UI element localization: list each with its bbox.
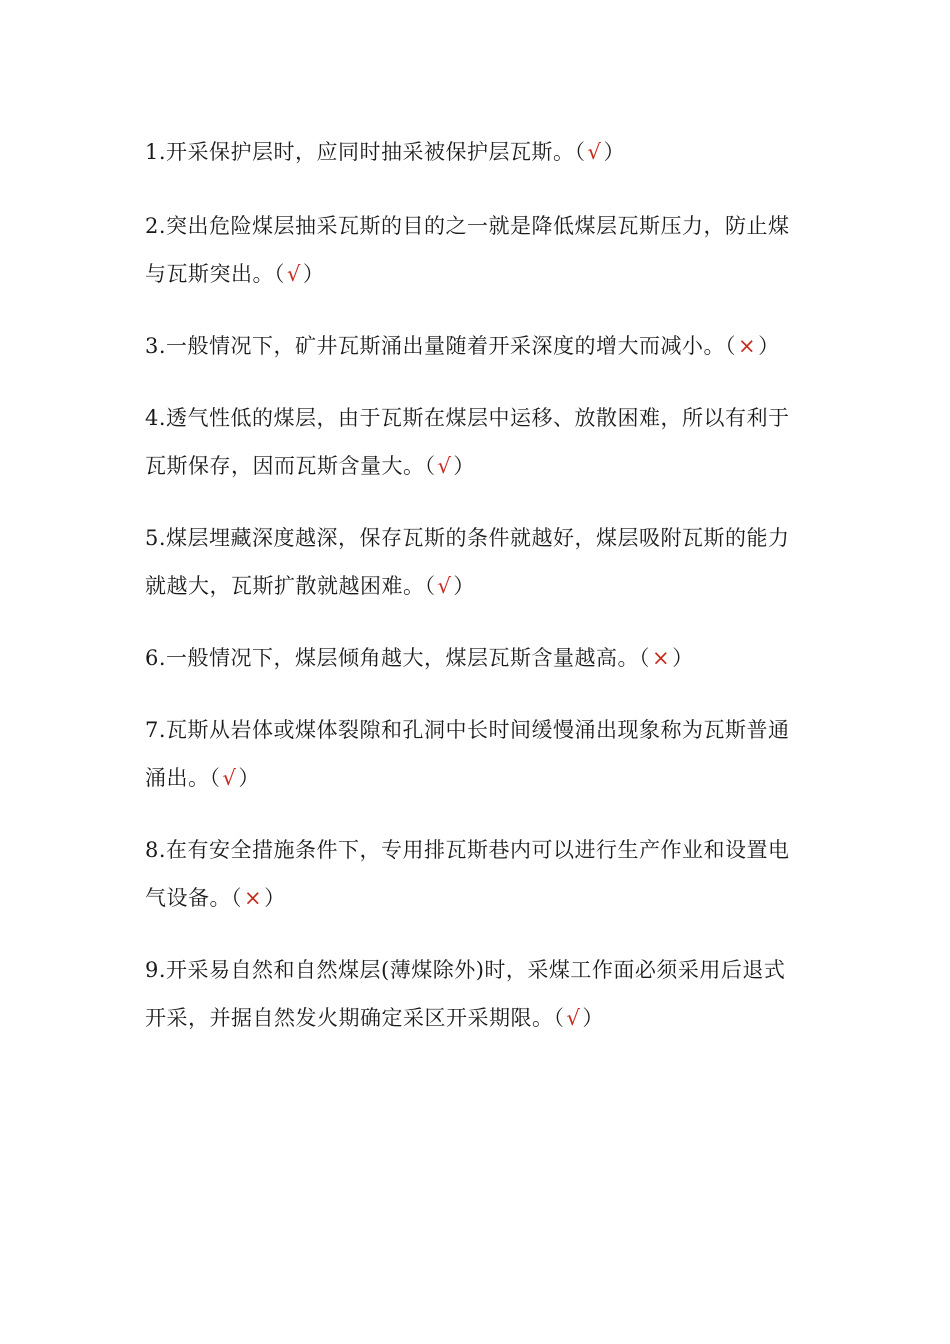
answer-open-paren: （ — [274, 262, 285, 286]
question-text: 一般情况下，煤层倾角越大，煤层瓦斯含量越高。 — [166, 646, 640, 670]
question-item-7 — [145, 706, 805, 802]
question-item-8 — [145, 826, 805, 922]
cross-mark-icon: × — [738, 334, 757, 358]
answer-close-paren: ） — [603, 140, 625, 164]
answer-open-paren: （ — [725, 334, 737, 358]
answer-close-paren: ） — [758, 334, 780, 358]
question-number: 9. — [145, 958, 167, 982]
question-item-6 — [145, 634, 805, 682]
question-number: 2. — [145, 214, 167, 238]
answer-close-paren: ） — [302, 262, 325, 286]
check-mark-icon: √ — [437, 574, 452, 598]
question-text: 在有安全措施条件下，专用排瓦斯巷内可以进行生产作业和设置电气设备。 — [145, 838, 790, 910]
question-number: 6. — [145, 646, 167, 670]
answer-close-paren: ） — [453, 454, 475, 478]
answer-open-paren: （ — [424, 574, 436, 598]
question-list — [145, 128, 805, 1066]
question-item-9 — [145, 946, 805, 1042]
question-number: 7. — [145, 718, 167, 742]
question-item-4 — [145, 394, 805, 490]
question-text: 透气性低的煤层，由于瓦斯在煤层中运移、放散困难，所以有利于瓦斯保存，因而瓦斯含量大。 — [145, 406, 790, 478]
answer-open-paren: （ — [231, 886, 242, 910]
check-mark-icon: √ — [437, 454, 452, 478]
answer-close-paren: ） — [453, 574, 475, 598]
question-item-3 — [145, 322, 805, 370]
answer-close-paren: ） — [582, 1006, 604, 1030]
cross-mark-icon: × — [652, 646, 671, 670]
question-number: 5. — [145, 526, 167, 550]
answer-open-paren: （ — [639, 646, 651, 670]
question-item-1 — [145, 128, 805, 176]
question-number: 3. — [145, 334, 167, 358]
check-mark-icon: √ — [587, 140, 602, 164]
question-number: 8. — [145, 838, 167, 862]
question-text: 一般情况下，矿井瓦斯涌出量随着开采深度的增大而减小。 — [166, 334, 726, 358]
answer-close-paren: ） — [672, 646, 694, 670]
check-mark-icon: √ — [566, 1006, 581, 1030]
question-item-2 — [145, 202, 805, 298]
question-number: 1. — [145, 140, 167, 164]
question-text: 开采保护层时，应同时抽采被保护层瓦斯。 — [166, 140, 575, 164]
question-text: 煤层埋藏深度越深，保存瓦斯的条件就越好，煤层吸附瓦斯的能力就越大，瓦斯扩散就越困难。 — [145, 526, 790, 598]
question-text: 瓦斯从岩体或煤体裂隙和孔洞中长时间缓慢涌出现象称为瓦斯普通涌出。 — [145, 718, 790, 790]
answer-close-paren: ） — [238, 766, 260, 790]
cross-mark-icon: × — [244, 886, 263, 910]
check-mark-icon: √ — [287, 262, 301, 286]
question-text: 突出危险煤层抽采瓦斯的目的之一就是降低煤层瓦斯压力，防止煤与瓦斯突出。 — [145, 214, 790, 286]
question-number: 4. — [145, 406, 167, 430]
answer-open-paren: （ — [553, 1006, 565, 1030]
answer-open-paren: （ — [574, 140, 586, 164]
check-mark-icon: √ — [222, 766, 237, 790]
question-text: 开采易自然和自然煤层(薄煤除外)时，采煤工作面必须采用后退式开采，并据自然发火期确定采区开采期限。 — [145, 958, 786, 1030]
question-item-5 — [145, 514, 805, 610]
answer-open-paren: （ — [424, 454, 436, 478]
answer-close-paren: ） — [264, 886, 286, 910]
answer-open-paren: （ — [209, 766, 221, 790]
